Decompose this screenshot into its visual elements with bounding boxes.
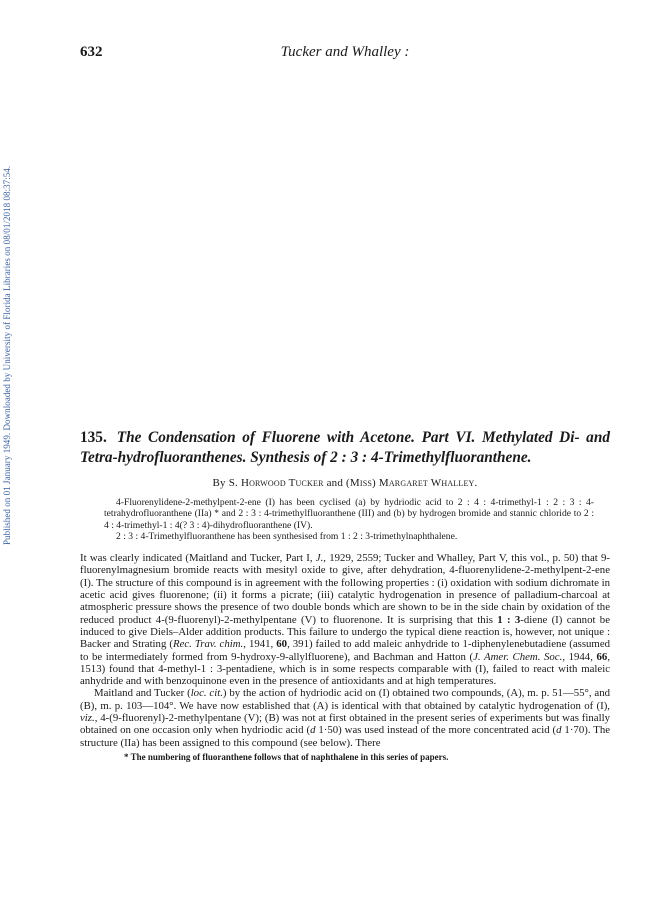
citation-abbrev: loc. cit.: [190, 687, 223, 700]
volume-number: 66: [596, 650, 608, 663]
article-number: 135.: [80, 429, 107, 446]
journal-citation: J. Amer. Chem. Soc.: [473, 650, 563, 663]
author-by: By: [212, 477, 226, 489]
body-paragraph: [80, 552, 610, 687]
density-symbol: d: [310, 724, 316, 737]
footnote: * The numbering of fluoranthene follows that of naphthalene in this series of papers.: [124, 751, 449, 762]
author-and: and: [326, 477, 344, 489]
journal-citation: Rec. Trav. chim.: [172, 638, 244, 651]
download-stamp: Published on 01 January 1949. Downloaded by University of Florida Libraries on 08/01/2018 08:37:54.: [2, 165, 12, 545]
article-title-text: The Condensation of Fluorene with Acetone. Part VI. Methylated Di- and Tetra-hydrofluoranthenes. Synthesis of 2 : 3 : 4-Trimethylfluoranthene.: [80, 429, 610, 466]
bold-locant: 1 : 3: [497, 613, 521, 626]
latin-abbrev: viz.: [80, 712, 95, 725]
text-run: -diene (I) cannot be induced to give Diels–Alder addition products. This failure to undergo the typical diene reaction is, however, not unique : Backer and Strating (: [80, 613, 610, 651]
page-header: [80, 44, 610, 66]
text-run: , 1513) found that 4-methyl-1 : 3-pentadiene, which is in some respects comparable with (I), failed to react with maleic anhydride and with benzoquinone even in the presence of antioxidants and at high temperatures.: [80, 650, 611, 688]
text-run: , 4-(9-fluorenyl)-2-methylpentane (V); (B) was not at first obtained in the present series of experiments but was finally obtained on one occasion only when hydriodic acid (: [80, 712, 610, 737]
text-run: ) by the action of hydriodic acid on (I) obtained two compounds, (A), m. p. 51—55°, and (B), m. p. 103—104°. We have now established that (A) is identical with that obtained by catalytic hydrogenation of (I),: [80, 687, 610, 712]
abstract-paragraph: 2 : 3 : 4-Trimethylfluoranthene has been synthesised from 1 : 2 : 3-trimethylnaphthalene.: [116, 530, 458, 542]
abstract: [104, 497, 594, 542]
body-text: [80, 552, 610, 749]
text-run: Maitland and Tucker (: [94, 687, 191, 700]
author2-name: Margaret Whalley.: [378, 477, 478, 489]
text-run: It was clearly indicated (Maitland and Tucker, Part I,: [80, 552, 316, 565]
journal-citation: J.: [315, 552, 324, 565]
density-symbol: d: [556, 724, 562, 737]
volume-number: 60: [276, 638, 288, 651]
author1-name: Horwood Tucker: [240, 477, 324, 489]
article: [80, 428, 610, 762]
text-run: , 391) failed to add maleic anhydride to 1-diphenylenebutadiene (assumed to be intermediately formed from 9-hydroxy-9-allylfluorene), and Bachman and Hatton (: [80, 638, 611, 663]
text-run: , 1941,: [243, 638, 277, 651]
text-run: , 1944,: [562, 650, 597, 663]
text-run: 1·70). The structure (IIa) has been assigned to this compound (see below). There: [80, 724, 611, 749]
author-line: [80, 477, 610, 489]
article-title: [80, 428, 610, 468]
running-head: Tucker and Whalley :: [280, 44, 410, 60]
abstract-paragraph: 4-Fluorenylidene-2-methylpent-2-ene (I) has been cyclised (a) by hydriodic acid to 2 : 4 : 4-trimethyl-1 : 2 : 3 : 4-tetrahydrofluoranthene (IIa) * and 2 : 3 : 4-trimethylfluoranthene (III) and (b) by hydrogen bromide and stannic chloride to 2 : 4 : 4-trimethyl-1 : 4(? 3 : 4)-dihydrofluoranthene (IV).: [104, 497, 594, 531]
text-run: 1·50) was used instead of the more concentrated acid (: [315, 724, 557, 737]
body-paragraph: [80, 687, 610, 748]
author2-prefix: (Miss): [346, 477, 376, 489]
page-number: 632: [80, 44, 103, 60]
text-run: , 1929, 2559; Tucker and Whalley, Part V, this vol., p. 50) that 9-fluorenylmagnesium bromide reacts with mesityl oxide to give, after dehydration, 4-fluorenylidene-2-methylpent-2-ene (I). The structure of this compound is in agreement with the following properties : (i) oxidation with sodium dichromate in acetic acid gives fluorenone; (ii) it forms a picrate; (iii) catalytic hydrogenation in presence of palladium-charcoal at atmospheric pressure shows the presence of two double bonds which are shown to be in the side chain by oxidation of the reduced product 4-(9-fluorenyl)-2-methylpentane (V) to fluorenone. It is surprising that this: [80, 552, 610, 626]
author1-initial: S.: [228, 477, 238, 489]
